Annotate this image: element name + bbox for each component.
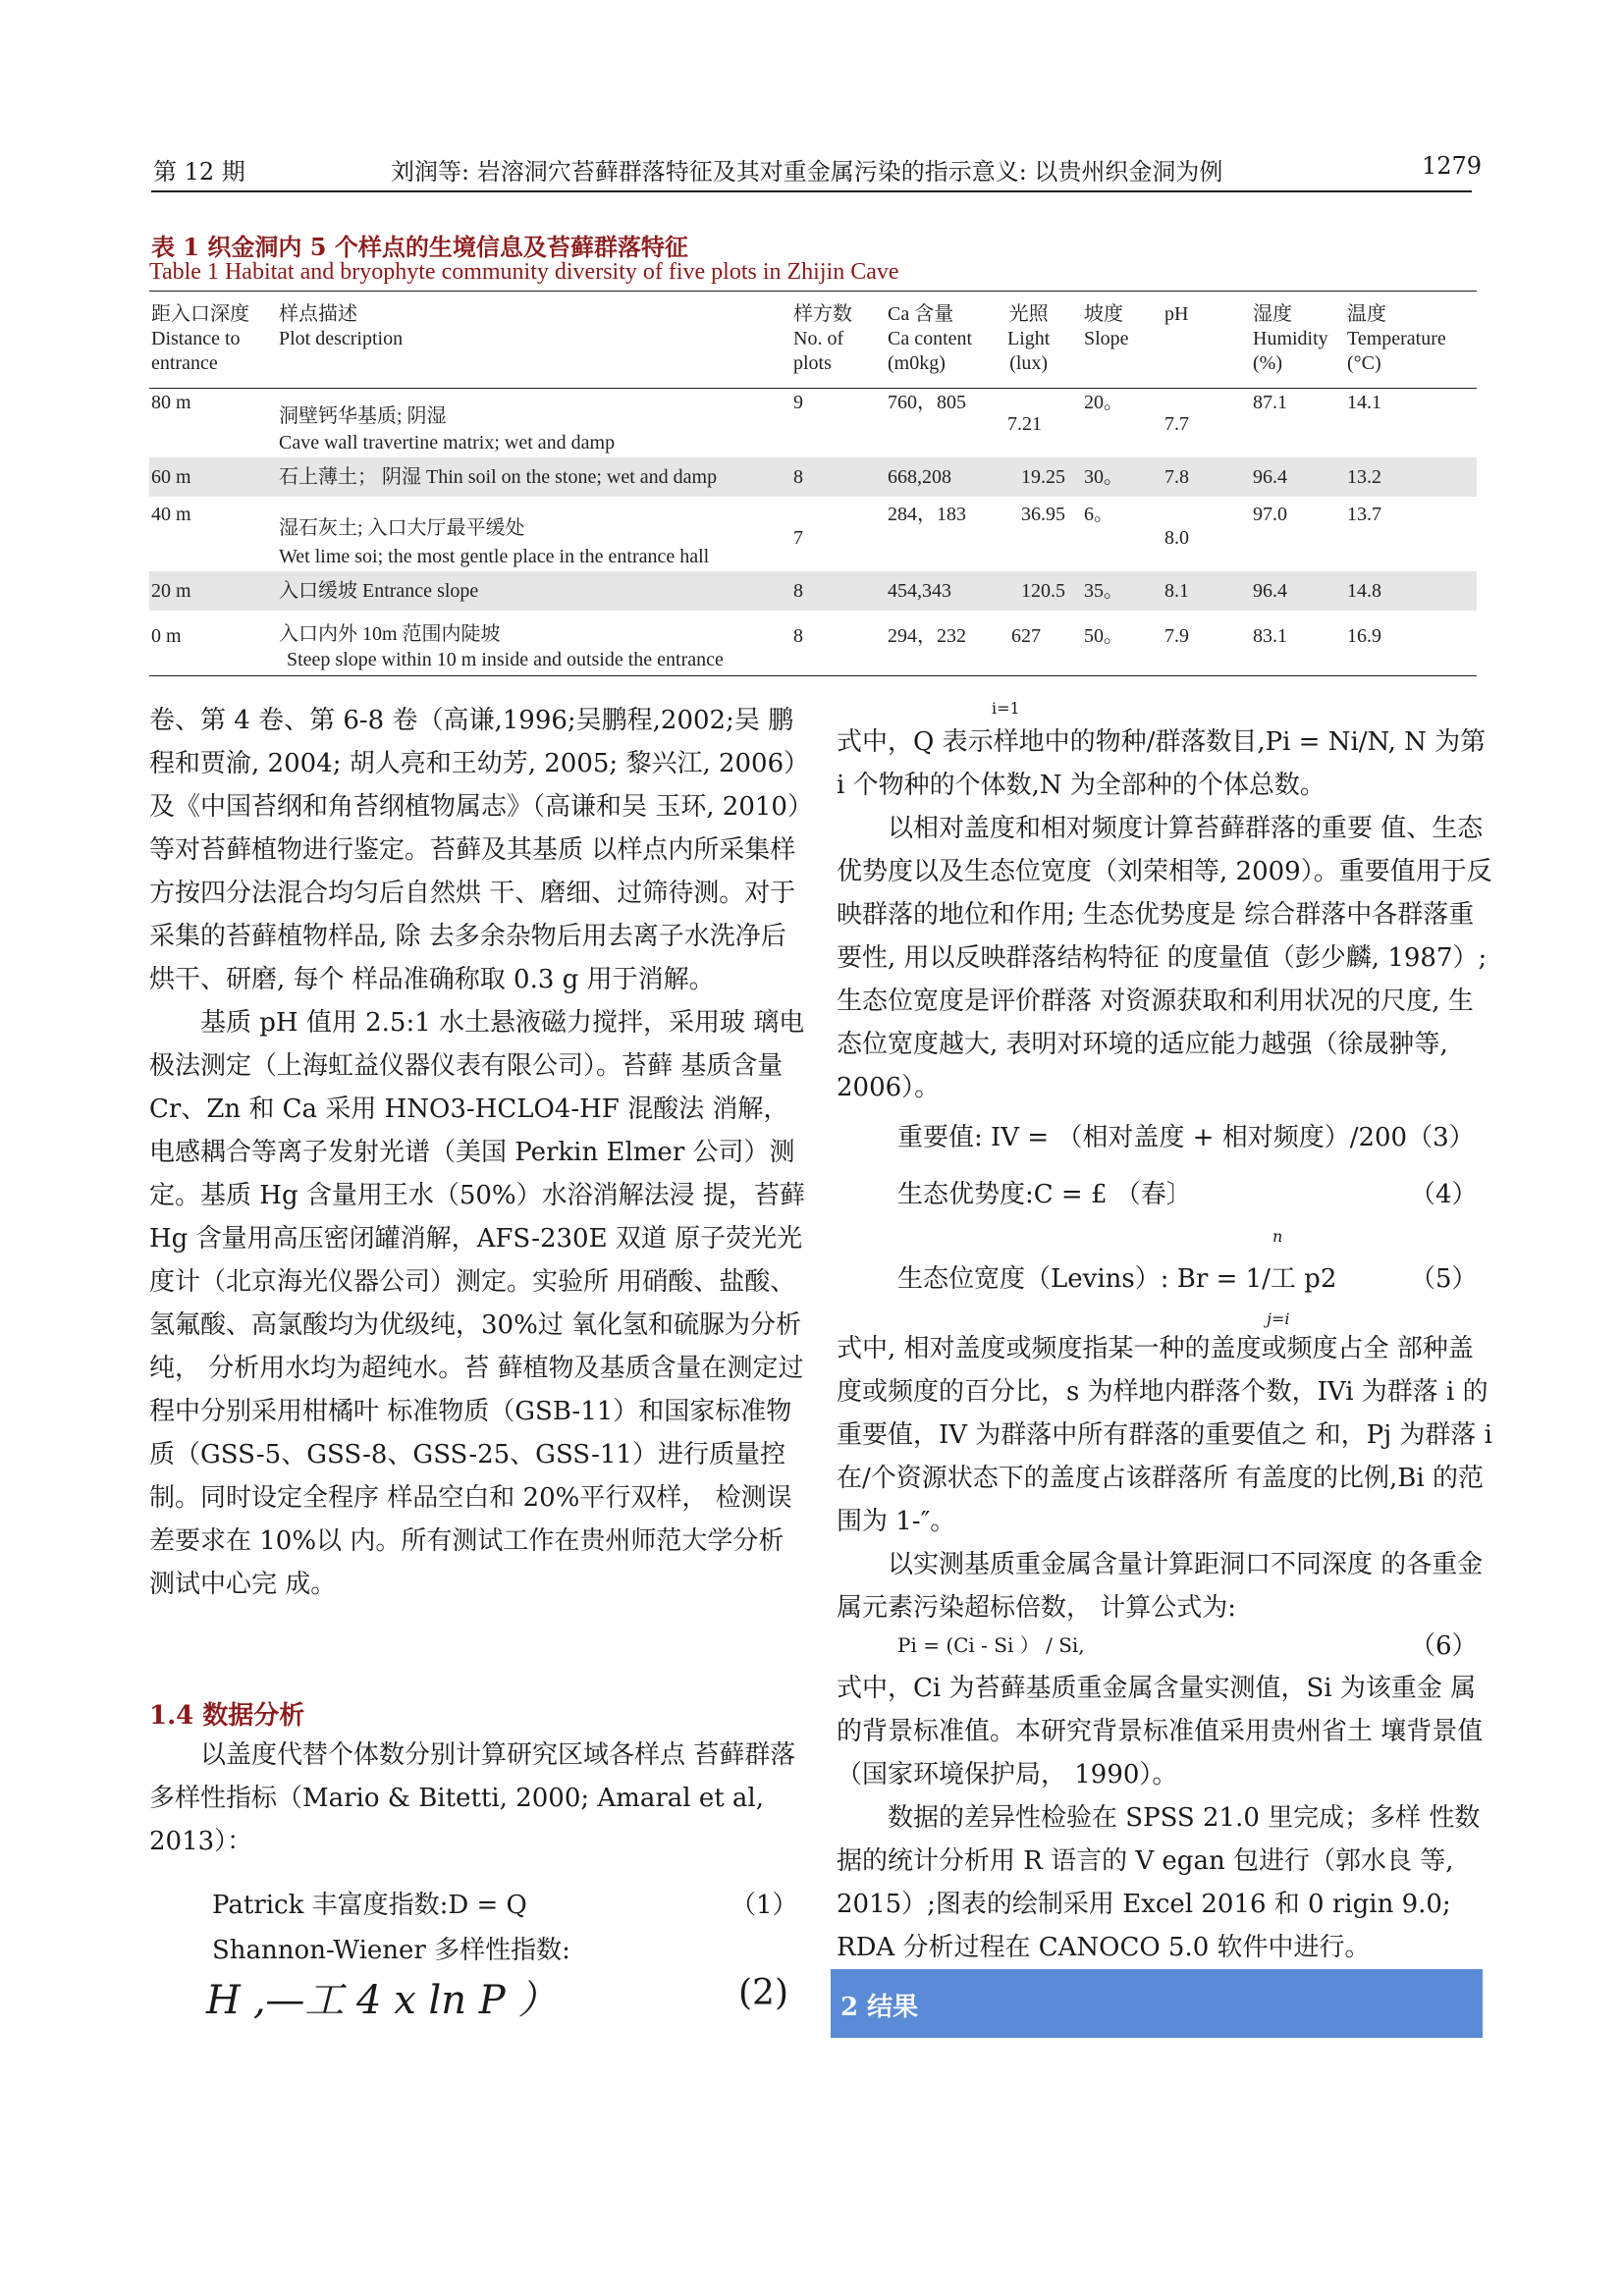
table-cell: 760，805 [888, 392, 966, 413]
equation-sum-index: j=i [1267, 1309, 1290, 1328]
table-cell: Steep slope within 10 m inside and outside the entrance [287, 649, 724, 670]
table-cell: 7 [793, 527, 803, 549]
table-caption-en: Table 1 Habitat and bryophyte community diversity of five plots in Zhijin Cave [149, 259, 899, 285]
paragraph: 数据的差异性检验在 SPSS 21.0 里完成；多样 性数据的统计分析用 R 语言的 V egan 包进行（郭水良 等, 2015）;图表的绘制采用 Excel 2016 和 0 rigin 9.0; RDA 分析过程在 CANOCO 5.0 软件中进行。 [837, 1803, 1481, 1962]
table-cell: 668,208 [888, 466, 951, 488]
issue-label: 第 12 期 [153, 158, 245, 186]
table-cell: 8 [793, 466, 803, 488]
right-column-text-3 [837, 1667, 1492, 1969]
table-cell: 8 [793, 580, 803, 602]
equation-sum-index: i=1 [992, 699, 1020, 718]
table-cell: 20。 [1084, 392, 1123, 413]
table-cell: 97.0 [1253, 504, 1287, 525]
table-caption-cn: 表 1 织金洞内 5 个样点的生境信息及苔藓群落特征 [151, 233, 688, 261]
table-cell: 96.4 [1253, 580, 1287, 602]
table-cell: 8 [793, 625, 803, 647]
table-cell: 8.1 [1164, 580, 1189, 602]
table-cell: 入口内外 10m 范围内陡坡 [279, 623, 501, 645]
table-cell: 14.8 [1347, 580, 1381, 602]
section-heading-2-bar [831, 1969, 1483, 2038]
table-cell: 120.5 [1021, 580, 1065, 602]
th-ca: Ca 含量 Ca content (m0kg) [888, 303, 973, 374]
equation-4: 生态优势度:C = £ （春〕 [897, 1180, 1192, 1209]
table-cell: 284，183 [888, 504, 966, 525]
table-cell: Cave wall travertine matrix; wet and damp [279, 432, 616, 454]
paragraph: 以盖度代替个体数分别计算研究区域各样点 苔藓群落多样性指标（Mario & Bitetti, 2000; Amaral et al, 2013）： [149, 1740, 796, 1856]
table-cell: 19.25 [1021, 466, 1065, 488]
table-cell: 8.0 [1164, 527, 1189, 549]
left-column-text-2 [149, 1734, 805, 1863]
paragraph: 以实测基质重金属含量计算距洞口不同深度 的各重金属元素污染超标倍数， 计算公式为: [837, 1550, 1484, 1623]
equation-5: 生态位宽度（Levins）: Br = 1/工 p2 [897, 1264, 1337, 1294]
table-cell: 294，232 [888, 625, 966, 647]
table-cell: 454,343 [888, 580, 951, 602]
paragraph: 式中，Q 表示样地中的物种/群落数目,Pi = Ni/N, N 为第 i 个物种的个体数,N 为全部种的个体总数。 [837, 727, 1487, 800]
equation-number: （6） [1410, 1631, 1478, 1661]
equation-number: (2) [738, 1973, 788, 2013]
table-bottom-rule [149, 675, 1477, 676]
table-cell: 627 [1011, 625, 1041, 647]
table-cell: 入口缓坡 Entrance slope [279, 580, 479, 602]
table-cell: 36.95 [1021, 504, 1065, 525]
page-number: 1279 [1422, 152, 1483, 180]
equation-2: H ‚—工 4 x ln P ） [206, 1978, 558, 2023]
table-cell: 9 [793, 392, 803, 413]
th-plot: 样点描述 Plot description [279, 303, 404, 349]
section-heading-1-4: 1.4 数据分析 [149, 1701, 305, 1731]
equation-6: Pi = (Ci - Si ） / Si, [897, 1633, 1085, 1657]
table-cell: 湿石灰土; 入口大厅最平缓处 [279, 517, 525, 539]
th-num: 样方数 No. of plots [793, 303, 852, 374]
table-cell: 14.1 [1347, 392, 1381, 413]
table-cell: 50。 [1084, 625, 1123, 647]
paragraph: 基质 pH 值用 2.5:1 水土悬液磁力搅拌，采用玻 璃电极法测定（上海虹益仪器仪表有限公司）。苔藓 基质含量 Cr、Zn 和 Ca 采用 HNO3-HCLO4-HF 混酸法 消解，电感耦合等离子发射光谱（美国 Perkin Elmer 公司）测定。基质 Hg 含量用王水（50%）水浴消解法浸 提，苔藓 Hg 含量用高压密闭罐消解，AFS-230E 双道 原子荧光光度计（北京海光仪器公司）测定。实验所 用硝酸、盐酸、氢氟酸、高氯酸均为优级纯，30%过 氧化氢和硫脲为分析纯， 分析用水均为超纯水。苔 藓植物及基质含量在测定过程中分别采用柑橘叶 标准物质（GSB-11）和国家标准物质（GSS-5、GSS-8、GSS-25、GSS-11）进行质量控制。同时设定全程序 样品空白和 20%平行双样， 检测误差要求在 10%以 内。所有测试工作在贵州师范大学分析测试中心完 成。 [149, 1008, 805, 1599]
table-cell: 13.7 [1347, 504, 1381, 525]
table-cell: 7.21 [1007, 413, 1042, 435]
right-column-text-2 [837, 1327, 1492, 1629]
paragraph: 式中, 相对盖度或频度指某一种的盖度或频度占全 部种盖度或频度的百分比，s 为样地内群落个数，IVi 为群落 i 的重要值，IV 为群落中所有群落的重要值之 和，Pj 为群落 i 在/个资源状态下的盖度占该群落所 有盖度的比例,Bi 的范围为 1-″。 [837, 1334, 1492, 1536]
table-cell: 7.8 [1164, 466, 1189, 488]
table-cell: 石上薄土； 阴湿 Thin soil on the stone; wet and damp [279, 466, 718, 488]
table-cell: 16.9 [1347, 625, 1381, 647]
equation-3: 重要值: IV = （相对盖度 + 相对频度）/200（3） [897, 1123, 1475, 1152]
equation-number: （5） [1410, 1264, 1478, 1294]
table-cell: 96.4 [1253, 466, 1287, 488]
equation-1: Patrick 丰富度指数:D = Q [212, 1891, 527, 1920]
table-cell: 0 m [151, 625, 182, 647]
table-cell: 20 m [151, 580, 191, 602]
running-title: 刘润等: 岩溶洞穴苔藓群落特征及其对重金属污染的指示意义: 以贵州织金洞为例 [391, 158, 1223, 186]
th-ph: pH [1164, 303, 1189, 325]
table-cell: 60 m [151, 466, 191, 488]
table-cell: 35。 [1084, 580, 1123, 602]
equation-sum-index: n [1272, 1227, 1283, 1246]
right-column-text [837, 721, 1492, 1109]
equation-number: （1） [730, 1891, 798, 1920]
table-cell: 30。 [1084, 466, 1123, 488]
paragraph: 卷、第 4 卷、第 6-8 卷（高谦,1996;吴鹏程,2002;吴 鹏程和贾渝, 2004; 胡人亮和王幼芳, 2005; 黎兴江, 2006）及《中国苔纲和角苔纲植物属志》（高谦和吴 玉环, 2010）等对苔藓植物进行鉴定。苔藓及其基质 以样点内所采集样方按四分法混合均匀后自然烘 干、磨细、过筛待测。对于采集的苔藓植物样品, 除 去多余杂物后用去离子水洗净后烘干、研磨, 每个 样品准确称取 0.3 g 用于消解。 [149, 706, 800, 994]
th-slope: 坡度 Slope [1084, 303, 1129, 349]
th-light: 光照 Light (lux) [1007, 303, 1051, 374]
table-cell: 13.2 [1347, 466, 1381, 488]
equation-2-label: Shannon-Wiener 多样性指数: [212, 1936, 570, 1965]
th-temp: 温度 Temperature (°C) [1347, 303, 1446, 374]
table-cell: 87.1 [1253, 392, 1287, 413]
paragraph: 以相对盖度和相对频度计算苔藓群落的重要 值、生态优势度以及生态位宽度（刘荣相等, 2009）。重要值用于反映群落的地位和作用; 生态优势度是 综合群落中各群落重要性, 用以反映群落结构特征 的度量值（彭少麟, 1987）; 生态位宽度是评价群落 对资源获取和利用状况的尺度, 生态位宽度越大, 表明对环境的适应能力越强（徐晟翀等, 2006）。 [837, 814, 1492, 1102]
table-cell: 7.7 [1164, 413, 1189, 435]
equation-number: （4） [1410, 1180, 1478, 1209]
left-column-text [149, 699, 805, 1606]
table-cell: 40 m [151, 504, 191, 525]
table-cell: 6。 [1084, 504, 1113, 525]
table-header-rule [149, 388, 1477, 389]
paragraph: 式中，Ci 为苔藓基质重金属含量实测值，Si 为该重金 属的背景标准值。本研究背景标准值采用贵州省土 壤背景值（国家环境保护局， 1990）。 [837, 1674, 1484, 1789]
section-heading-2: 2 结果 [840, 1993, 919, 2022]
table-cell: 洞壁钙华基质; 阴湿 [279, 405, 447, 427]
th-distance: 距入口深度 Distance to entrance [151, 303, 249, 374]
th-humidity: 湿度 Humidity (%) [1253, 303, 1328, 374]
header-rule [151, 190, 1472, 192]
table-cell: 83.1 [1253, 625, 1287, 647]
table-cell: 7.9 [1164, 625, 1189, 647]
table-cell: 80 m [151, 392, 191, 413]
table-cell: Wet lime soi; the most gentle place in the entrance hall [279, 546, 710, 567]
table-top-rule [149, 291, 1477, 292]
